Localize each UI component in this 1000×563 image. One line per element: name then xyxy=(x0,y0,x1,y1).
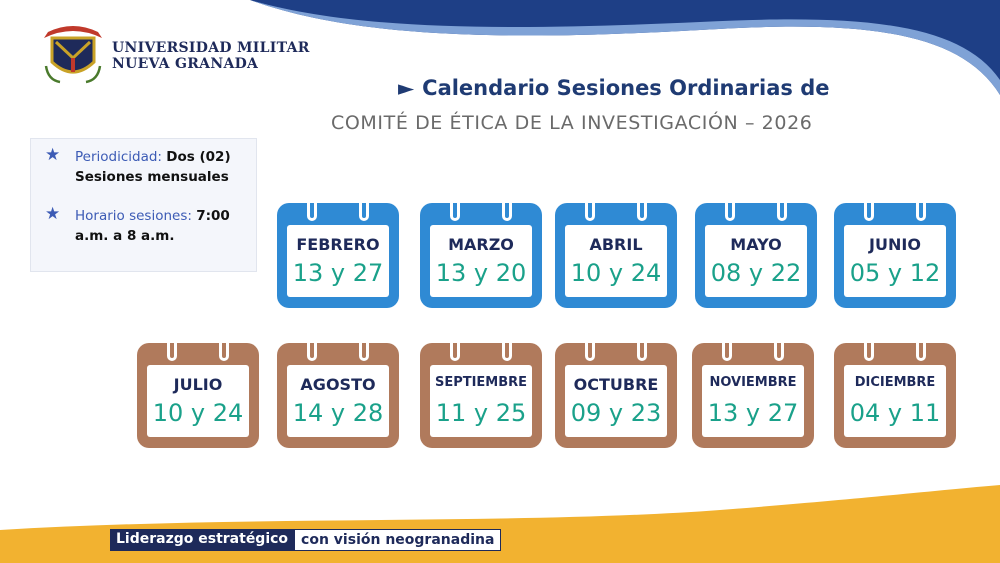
ring-icon xyxy=(585,333,595,361)
calendar-days: 05 y 12 xyxy=(849,259,941,287)
calendar-days: 13 y 27 xyxy=(707,399,799,427)
calendar-days: 13 y 27 xyxy=(292,259,384,287)
calendar-month: FEBRERO xyxy=(296,235,380,254)
ring-icon xyxy=(450,333,460,361)
info-value: Dos (02) Sesiones mensuales xyxy=(75,149,231,185)
calendar-month: ABRIL xyxy=(589,235,643,254)
ring-icon xyxy=(307,193,317,221)
ring-icon xyxy=(219,333,229,361)
calendar-days: 09 y 23 xyxy=(570,399,662,427)
calendar-days: 08 y 22 xyxy=(710,259,802,287)
calendar-month: MARZO xyxy=(448,235,514,254)
ring-icon xyxy=(864,193,874,221)
tagline-part2: con visión neogranadina xyxy=(294,529,501,551)
ring-icon xyxy=(359,193,369,221)
ring-icon xyxy=(864,333,874,361)
calendar-month: MAYO xyxy=(730,235,782,254)
ring-icon xyxy=(916,333,926,361)
ring-icon xyxy=(916,193,926,221)
calendar-days: 04 y 11 xyxy=(849,399,941,427)
brand-text xyxy=(112,40,310,72)
calendar-month: JUNIO xyxy=(869,235,921,254)
calendar-card xyxy=(692,333,814,448)
calendar-card xyxy=(695,193,817,308)
ring-icon xyxy=(502,193,512,221)
ring-icon xyxy=(777,193,787,221)
calendar-days: 10 y 24 xyxy=(152,399,244,427)
calendar-card xyxy=(420,333,542,448)
calendar-card xyxy=(277,193,399,308)
info-label: Horario sesiones: xyxy=(75,208,192,224)
ring-icon xyxy=(637,333,647,361)
ring-icon xyxy=(307,333,317,361)
calendar-month: DICIEMBRE xyxy=(854,375,936,390)
ring-icon xyxy=(725,193,735,221)
calendar-card xyxy=(834,333,956,448)
calendar-days: 14 y 28 xyxy=(292,399,384,427)
calendar-month: OCTUBRE xyxy=(573,375,659,394)
calendar-month: AGOSTO xyxy=(300,375,376,394)
calendar-month: JULIO xyxy=(173,375,223,394)
calendar-card xyxy=(834,193,956,308)
arrow-icon: ► xyxy=(398,76,415,100)
brand-line1: UNIVERSIDAD MILITAR xyxy=(112,40,310,56)
ring-icon xyxy=(722,333,732,361)
star-icon: ★ xyxy=(45,145,61,165)
calendar-card xyxy=(555,193,677,308)
calendar-card xyxy=(277,333,399,448)
star-icon: ★ xyxy=(45,204,61,224)
ring-icon xyxy=(585,193,595,221)
ring-icon xyxy=(450,193,460,221)
info-value: 7:00 a.m. a 8 a.m. xyxy=(75,208,230,244)
calendar-card xyxy=(420,193,542,308)
tagline-part1: Liderazgo estratégico xyxy=(110,529,294,551)
info-label: Periodicidad: xyxy=(75,149,162,165)
calendar-days: 11 y 25 xyxy=(435,399,527,427)
calendar-days: 10 y 24 xyxy=(570,259,662,287)
footer-tagline xyxy=(110,529,501,551)
info-panel xyxy=(30,138,257,272)
ring-icon xyxy=(774,333,784,361)
university-logo xyxy=(38,22,108,86)
calendar-days: 13 y 20 xyxy=(435,259,527,287)
calendar-month: NOVIEMBRE xyxy=(709,375,797,390)
page-subtitle: COMITÉ DE ÉTICA DE LA INVESTIGACIÓN – 2026 xyxy=(331,112,813,134)
title-text: Calendario Sesiones Ordinarias de xyxy=(422,76,830,100)
brand-line2: NUEVA GRANADA xyxy=(112,56,259,72)
ring-icon xyxy=(359,333,369,361)
page-title xyxy=(398,76,830,100)
calendar-card xyxy=(555,333,677,448)
ring-icon xyxy=(167,333,177,361)
ring-icon xyxy=(637,193,647,221)
calendar-month: SEPTIEMBRE xyxy=(434,375,528,390)
calendar-card xyxy=(137,333,259,448)
ring-icon xyxy=(502,333,512,361)
